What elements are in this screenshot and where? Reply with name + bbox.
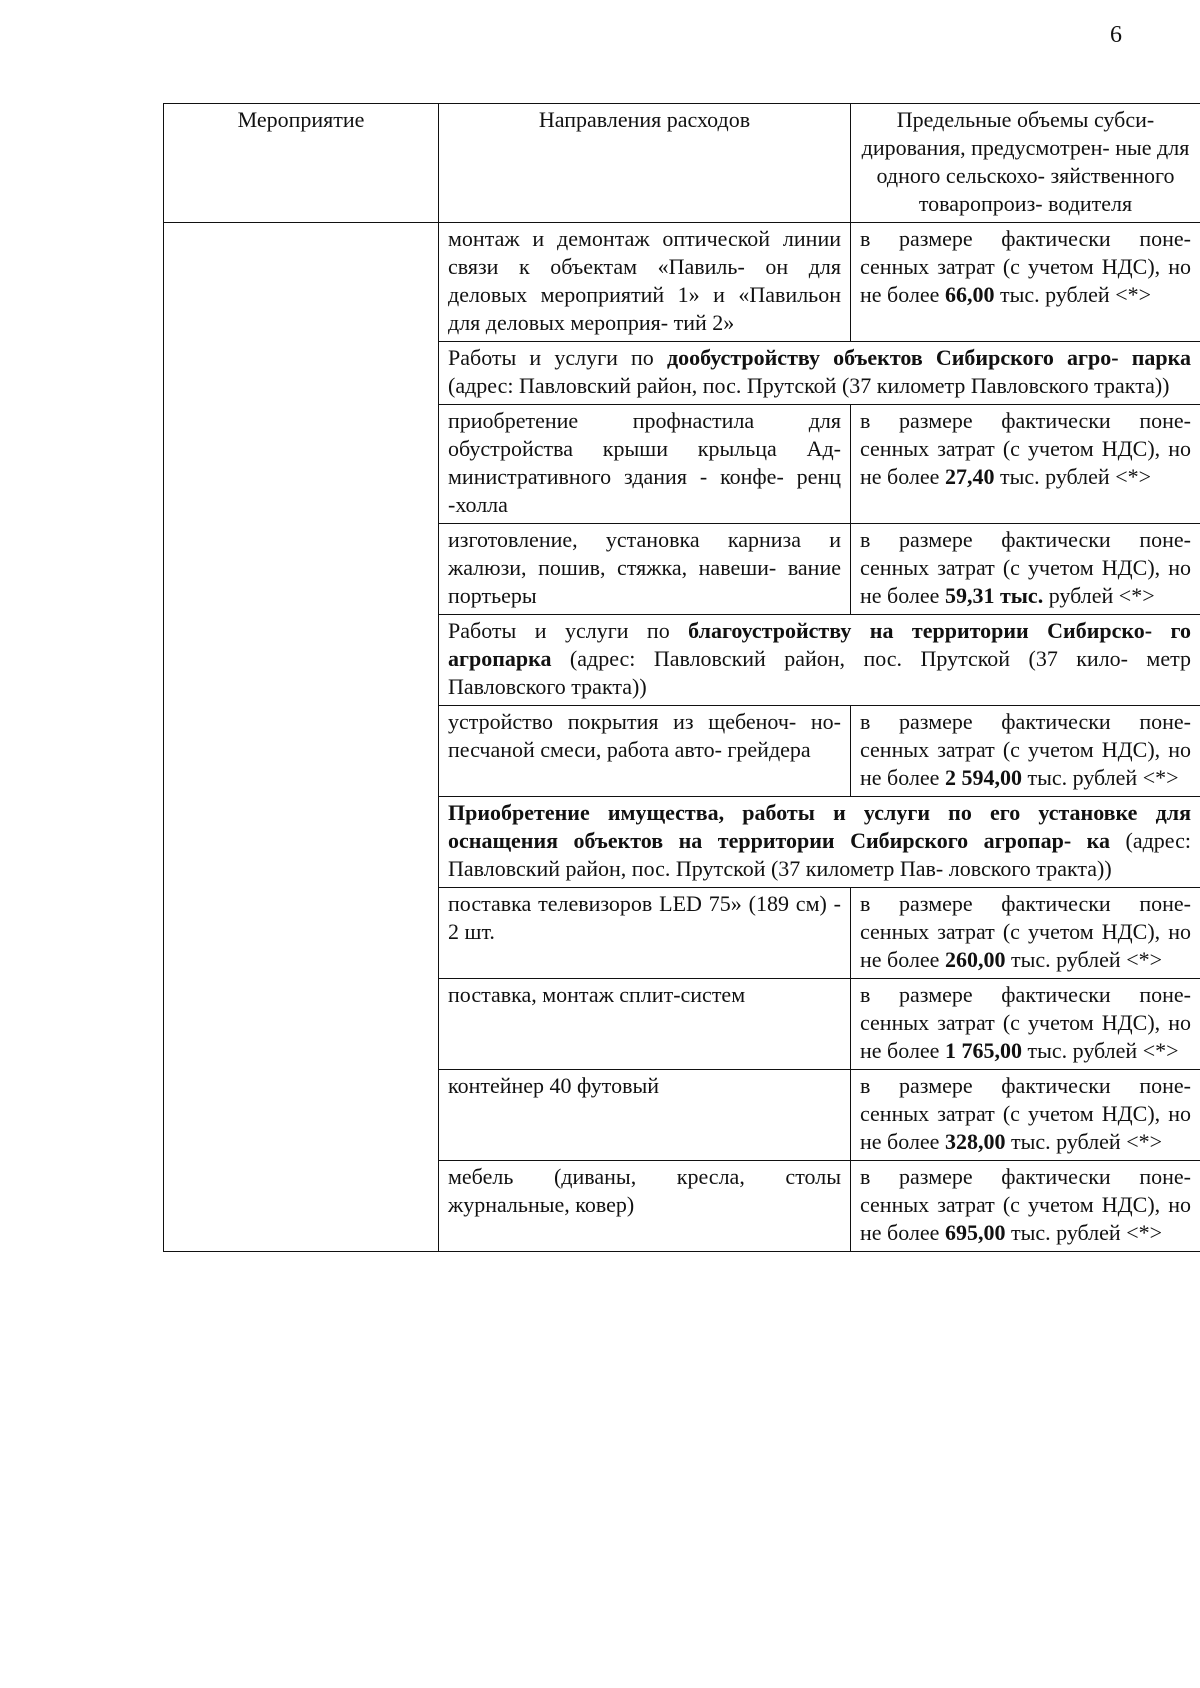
limit-amount: 2 594,00 bbox=[944, 765, 1022, 790]
header-expense-direction: Направления расходов bbox=[439, 104, 851, 223]
section-heading: Приобретение имущества, работы и услуги по его установке для оснащения объектов на территории Сибирского агропар- ка (адрес: Павловский район, пос. Прутской (37 километр Пав- ловского тракта)) bbox=[439, 797, 1200, 888]
event-cell bbox=[164, 223, 439, 1252]
subsidy-limit: в размере фактически поне- сенных затрат (с учетом НДС), но не более 27,40 тыс. рублей <*> bbox=[851, 405, 1200, 524]
table-row bbox=[164, 223, 1200, 342]
subsidy-table bbox=[163, 103, 1200, 1252]
header-subsidy-limit: Предельные объемы субси- дирования, предусмотрен- ные для одного сельскохо- зяйственного товаропроиз- водителя bbox=[851, 104, 1200, 223]
expense-description: контейнер 40 футовый bbox=[439, 1070, 851, 1161]
subsidy-limit: в размере фактически поне- сенных затрат (с учетом НДС), но не более 260,00 тыс. рублей <*> bbox=[851, 888, 1200, 979]
expense-description: устройство покрытия из щебеноч- но-песчаной смеси, работа авто- грейдера bbox=[439, 706, 851, 797]
subsidy-limit: в размере фактически поне- сенных затрат (с учетом НДС), но не более 695,00 тыс. рублей <*> bbox=[851, 1161, 1200, 1252]
limit-amount: 66,00 bbox=[944, 282, 995, 307]
section-heading: Работы и услуги по благоустройству на территории Сибирско- го агропарка (адрес: Павловский район, пос. Прутской (37 кило- метр Павловского тракта)) bbox=[439, 615, 1200, 706]
expense-description: приобретение профнастила для обустройства крыши крыльца Ад- министративного здания - конфе- ренц -холла bbox=[439, 405, 851, 524]
page-number: 6 bbox=[1110, 22, 1122, 48]
expense-description: мебель (диваны, кресла, столы журнальные, ковер) bbox=[439, 1161, 851, 1252]
table-header-row bbox=[164, 104, 1200, 223]
expense-description: монтаж и демонтаж оптической линии связи к объектам «Павиль- он для деловых мероприятий 1» и «Павильон для деловых мероприя- тий 2» bbox=[439, 223, 851, 342]
limit-amount: 27,40 bbox=[944, 464, 995, 489]
limit-amount: 328,00 bbox=[944, 1129, 1006, 1154]
subsidy-limit: в размере фактически поне- сенных затрат (с учетом НДС), но не более 66,00 тыс. рублей <*> bbox=[851, 223, 1200, 342]
subsidy-limit: в размере фактически поне- сенных затрат (с учетом НДС), но не более 59,31 тыс. рублей <*> bbox=[851, 524, 1200, 615]
subsidy-limit: в размере фактически поне- сенных затрат (с учетом НДС), но не более 2 594,00 тыс. рублей <*> bbox=[851, 706, 1200, 797]
limit-amount: 1 765,00 bbox=[944, 1038, 1022, 1063]
expense-description: поставка, монтаж сплит-систем bbox=[439, 979, 851, 1070]
section-heading: Работы и услуги по дообустройству объектов Сибирского агро- парка (адрес: Павловский район, пос. Прутской (37 километр Павловского тракта)) bbox=[439, 342, 1200, 405]
header-event: Мероприятие bbox=[164, 104, 439, 223]
limit-amount: 59,31 тыс. bbox=[944, 583, 1044, 608]
limit-amount: 695,00 bbox=[944, 1220, 1006, 1245]
subsidy-limit: в размере фактически поне- сенных затрат (с учетом НДС), но не более 328,00 тыс. рублей <*> bbox=[851, 1070, 1200, 1161]
subsidy-limit: в размере фактически поне- сенных затрат (с учетом НДС), но не более 1 765,00 тыс. рублей <*> bbox=[851, 979, 1200, 1070]
expense-description: изготовление, установка карниза и жалюзи, пошив, стяжка, навеши- вание портьеры bbox=[439, 524, 851, 615]
limit-amount: 260,00 bbox=[944, 947, 1006, 972]
expense-description: поставка телевизоров LED 75» (189 см) - 2 шт. bbox=[439, 888, 851, 979]
